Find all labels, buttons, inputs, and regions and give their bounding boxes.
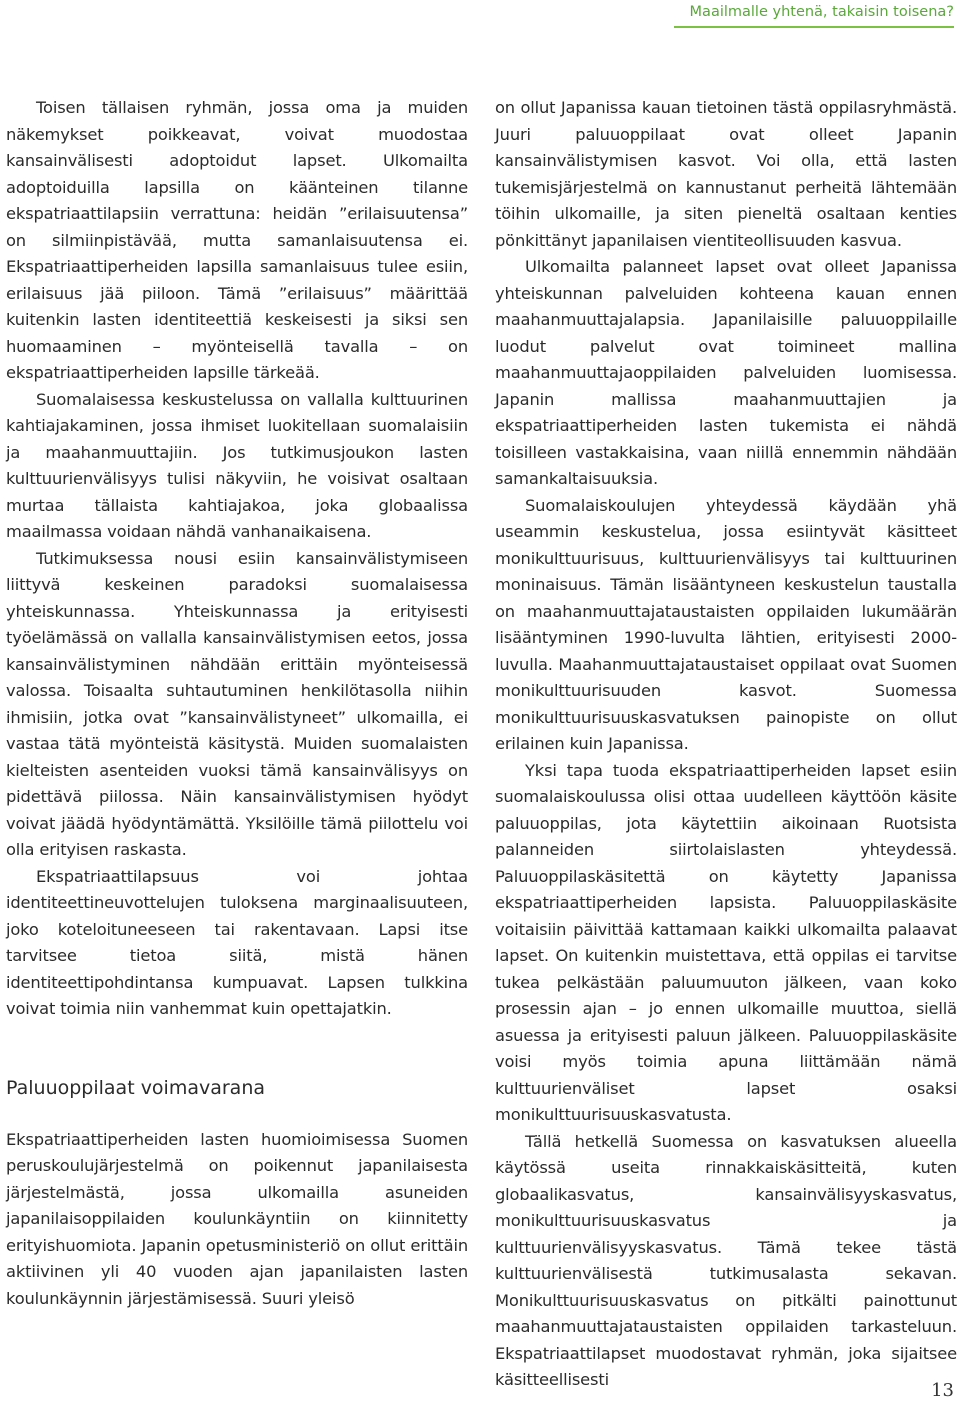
body-paragraph: Ulkomailta palanneet lapset ovat olleet Japanissa yhteiskunnan palveluiden kohteena kauan ennen maahanmuuttajalapsia. Japanilaisille paluuoppilaille luodut palvelut ovat toimineet mallina maahanmuuttajaoppilaiden palveluiden luomisessa. Japanin mallissa maahanmuuttajien ja ekspatriaattiperheiden lasten tukemista ei nähdä toisilleen vastakkaisina, vaan niillä ennemmin nähdään samankaltaisuuksia. — [495, 257, 957, 488]
body-paragraph: Tutkimuksessa nousi esiin kansainvälistymiseen liittyvä keskeinen paradoksi suomalaisessa yhteiskunnassa. Yhteiskunnassa ja erityisesti työelämässä on vallalla kansainvälistymisen eetos, jossa kansainvälistyminen nähdään erittäin myönteisessä valossa. Toisaalta suhtautuminen henkilötasolla niihin ihmisiin, jotka ovat ”kansainvälistyneet” ulkomailla, ei vastaa tätä myönteistä käsitystä. Muiden suomalaisten kielteisten asenteiden vuoksi tämä kansainvälisyys on pidettävä piilossa. Näin kansainvälistymisen hyödyt voivat jäädä hyödyntämättä. Yksilöille tämä piilottelu voi olla erityisen raskasta. — [6, 548, 468, 859]
body-paragraph: Ekspatriaattilapsuus voi johtaa identiteettineuvottelujen tuloksena marginaalisuuteen, joko koteloituneeseen tai rakentavaan. Lapsi itse tarvitsee tietoa siitä, mistä hänen identiteettipohdintansa kumpuavat. Lapsen tulkkina voivat toimia niin vanhemmat kuin opettajatkin. — [6, 866, 468, 1018]
left-column — [6, 95, 468, 1312]
body-paragraph: Ekspatriaattiperheiden lasten huomioimisessa Suomen peruskoulujärjestelmä on poikennut japanilaisesta järjestelmästä, jossa ulkomailla asuneiden japanilaisoppilaiden koulunkäyntiin on kiinnitetty erityishuomiota. Japanin opetusministeriö on ollut erittäin aktiivinen yli 40 vuoden ajan japanilaisten lasten koulunkäynnin järjestämisessä. Suuri yleisö — [6, 1129, 468, 1308]
body-paragraph: Toisen tällaisen ryhmän, jossa oma ja muiden näkemykset poikkeavat, voivat muodostaa kansainvälisesti adoptoidut lapset. Ulkomailta adoptoiduilla lapsilla on käänteinen tilanne ekspatriaattilapsiin verrattuna: heidän ”erilaisuutensa” on silmiinpistävää, mutta samanlaisuutensa ei. Ekspatriaattiperheiden lapsilla samanlaisuus tulee esiin, erilaisuus jää piiloon. Tämä ”erilaisuus” määrittää kuitenkin lasten identiteettiä keskeisesti ja siksi sen huomaaminen – myönteisellä tavalla – on ekspatriaattiperheiden lapsille tärkeää. — [6, 98, 468, 382]
body-paragraph: Yksi tapa tuoda ekspatriaattiperheiden lapset esiin suomalaiskoulussa olisi ottaa uudelleen käyttöön käsite paluuoppilas, jota käytettiin aikoinaan Ruotsista palanneiden siirtolaislasten yhteydessä. Paluuoppilaskäsitettä on käytetty Japanissa ekspatriaattiperheiden lapsista. Paluuoppilaskäsite voitaisiin päivittää kattamaan kaikki ulkomailta palaavat lapset. On kuitenkin muistettava, että oppilas ei tarvitse tukea pelkästään paluumuuton jälkeen, vaan koko prosessin ajan – jo ennen ulkomaille muuttoa, siellä asuessa ja erityisesti paluun jälkeen. Paluuoppilaskäsite voisi myös toimia apuna liittämään nämä kulttuurienväliset lapset osaksi monikulttuurisuuskasvatusta. — [495, 760, 957, 1124]
page-number: 13 — [931, 1380, 954, 1401]
right-column — [495, 95, 957, 1394]
body-paragraph: Tällä hetkellä Suomessa on kasvatuksen alueella käytössä useita rinnakkaiskäsitteitä, kuten globaalikasvatus, kansainvälisyyskasvatus, monikulttuurisuuskasvatus ja kulttuurienvälisyyskasvatus. Tämä tekee tästä kulttuurienvälisestä tutkimusalasta sekavan. Monikulttuurisuuskasvatus on pitkälti painottunut maahanmuuttajataustaisten oppilaiden tarkasteluun. Ekspatriaattilapset muodostavat ryhmän, joka sijaitsee käsitteellisesti — [495, 1131, 957, 1389]
body-paragraph: Suomalaiskoulujen yhteydessä käydään yhä useammin keskustelua, jossa esiintyvät käsitteet monikulttuurisuus, kulttuurienvälisyys tai kulttuurinen moninaisuus. Tämän lisääntyneen keskustelun taustalla on maahanmuuttajataustaisten oppilaiden lukumäärän lisääntyminen 1990-luvulta lähtien, erityisesti 2000-luvulla. Maahanmuuttajataustaiset oppilaat ovat Suomen monikulttuurisuuden kasvot. Suomessa monikulttuurisuuskasvatuksen painopiste on ollut erilainen kuin Japanissa. — [495, 495, 957, 753]
running-header-title: Maailmalle yhtenä, takaisin toisena? — [674, 0, 954, 28]
body-paragraph: Suomalaisessa keskustelussa on vallalla kulttuurinen kahtiajakaminen, jossa ihmiset luokitellaan suomalaisiin ja maahanmuuttajiin. Jos tutkimusjoukon lasten kulttuurienvälisyys tulisi näkyviin, he voisivat osaltaan murtaa tällaista kahtiajakoa, joka globaalissa maailmassa voidaan nähdä vanhanaikaisena. — [6, 389, 468, 541]
body-paragraph: on ollut Japanissa kauan tietoinen tästä oppilasryhmästä. Juuri paluuoppilaat ovat olleet Japanin kansainvälistymisen kasvot. Voi olla, että lasten tukemisjärjestelmä on kannustanut perheitä lähtemään töihin ulkomaille, ja siten pieneltä osaltaan kenties pönkittänyt japanilaisen vientiteollisuuden kasvua. — [495, 98, 957, 250]
section-heading: Paluuoppilaat voimavarana — [6, 1076, 266, 1099]
